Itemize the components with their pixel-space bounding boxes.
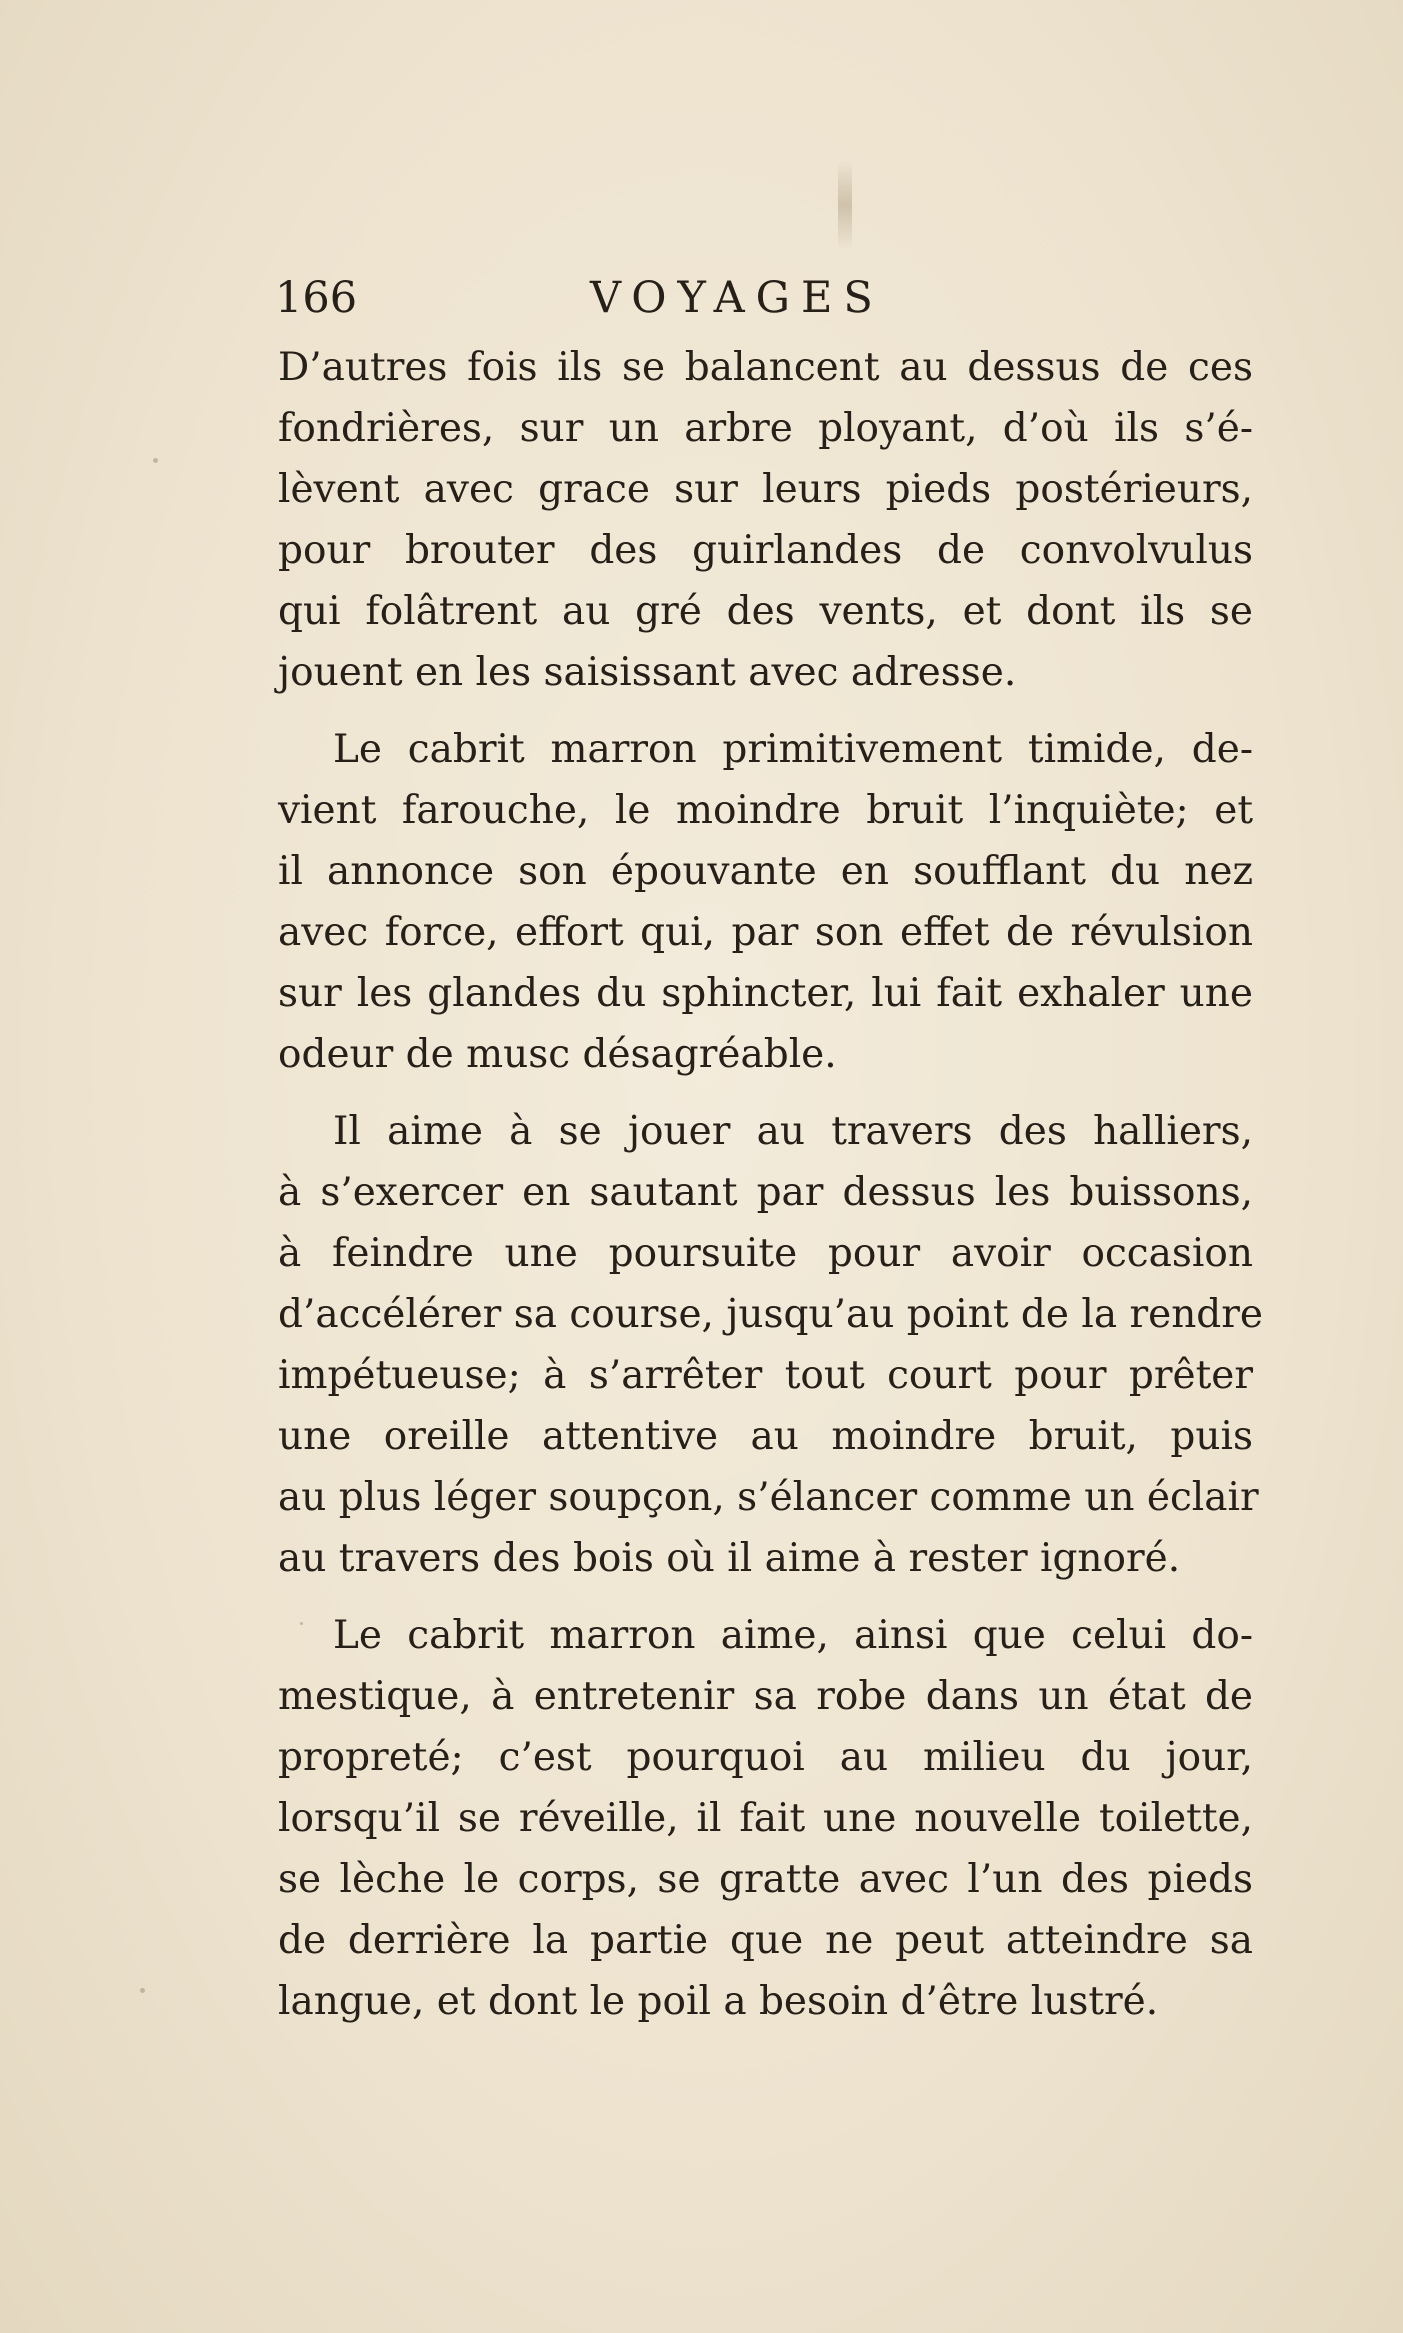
text-line: sur les glandes du sphincter, lui fait exhaler une (278, 971, 1253, 1016)
text-line: impétueuse; à s’arrêter tout court pour prêter (278, 1353, 1253, 1398)
page-fold-shadow (838, 160, 852, 250)
paper-speck (153, 458, 158, 463)
text-line: jouent en les saisissant avec adresse. (278, 650, 1017, 695)
text-line: à feindre une poursuite pour avoir occasion (278, 1231, 1253, 1276)
text-line: d’accélérer sa course, jusqu’au point de la rendre (278, 1292, 1263, 1337)
text-line: langue, et dont le poil a besoin d’être lustré. (278, 1979, 1159, 2024)
paragraph-3 (278, 1101, 1263, 1589)
text-line: D’autres fois ils se balancent au dessus de ces (278, 345, 1253, 390)
page-number: 166 (275, 273, 358, 323)
text-line: à s’exercer en sautant par dessus les buissons, (278, 1170, 1253, 1215)
body-text (278, 337, 1263, 2032)
running-title: VOYAGES (590, 273, 884, 323)
text-line: mestique, à entretenir sa robe dans un état de (278, 1674, 1253, 1719)
text-line: lorsqu’il se réveille, il fait une nouvelle toilette, (278, 1796, 1253, 1841)
text-line: Le cabrit marron primitivement timide, de- (333, 727, 1253, 772)
text-line: Le cabrit marron aime, ainsi que celui do- (333, 1613, 1253, 1658)
paragraph-1 (278, 337, 1253, 703)
text-line: au travers des bois où il aime à rester ignoré. (278, 1536, 1181, 1581)
paper-speck (140, 1988, 145, 1993)
text-line: propreté; c’est pourquoi au milieu du jour, (278, 1735, 1253, 1780)
text-line: vient farouche, le moindre bruit l’inquiète; et (278, 788, 1253, 833)
text-line: fondrières, sur un arbre ployant, d’où ils s’é- (278, 406, 1253, 451)
text-line: Il aime à se jouer au travers des halliers, (333, 1109, 1253, 1154)
text-line: pour brouter des guirlandes de convolvulus (278, 528, 1253, 573)
text-line: de derrière la partie que ne peut atteindre sa (278, 1918, 1253, 1963)
paragraph-4 (278, 1605, 1253, 2032)
text-line: au plus léger soupçon, s’élancer comme un éclair (278, 1475, 1259, 1520)
text-line: il annonce son épouvante en soufflant du nez (278, 849, 1253, 894)
page-header (275, 268, 1255, 328)
text-line: une oreille attentive au moindre bruit, puis (278, 1414, 1253, 1459)
paragraph-2 (278, 719, 1253, 1085)
text-line: avec force, effort qui, par son effet de révulsion (278, 910, 1253, 955)
text-line: se lèche le corps, se gratte avec l’un des pieds (278, 1857, 1253, 1902)
text-line: odeur de musc désagréable. (278, 1032, 837, 1077)
text-line: qui folâtrent au gré des vents, et dont ils se (278, 589, 1253, 634)
text-line: lèvent avec grace sur leurs pieds postérieurs, (278, 467, 1253, 512)
